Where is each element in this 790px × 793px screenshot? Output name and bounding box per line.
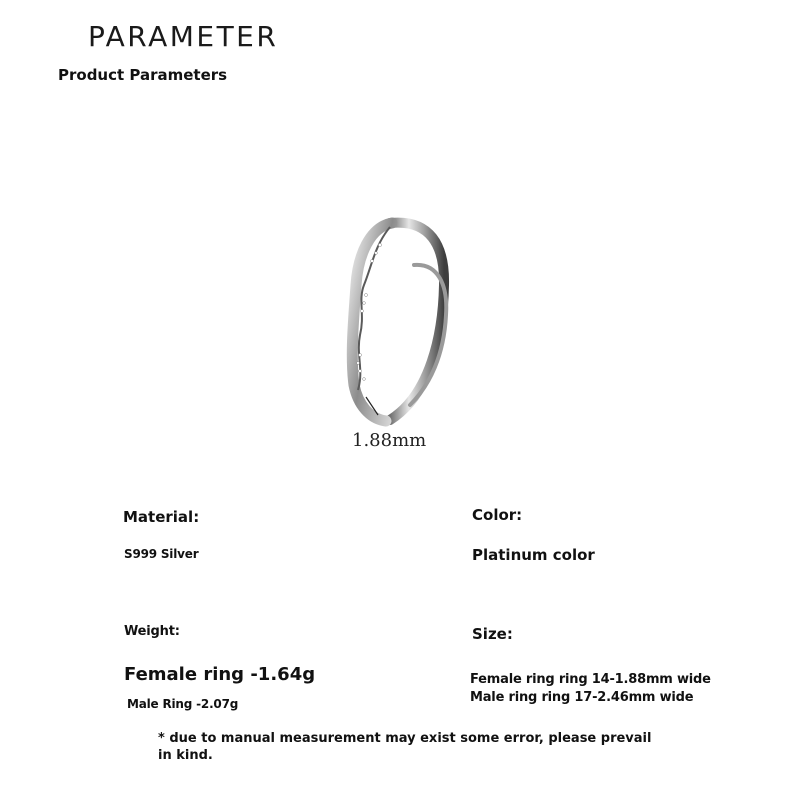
page-title: PARAMETER <box>88 20 279 53</box>
measurement-label: 1.88mm <box>352 430 427 451</box>
size-label: Size: <box>472 625 513 643</box>
ring-illustration <box>320 205 470 445</box>
color-value: Platinum color <box>472 546 595 564</box>
size-male: Male ring ring 17-2.46mm wide <box>470 690 694 705</box>
color-label: Color: <box>472 506 523 524</box>
page-subtitle: Product Parameters <box>58 66 228 84</box>
weight-label: Weight: <box>124 624 180 639</box>
weight-female: Female ring -1.64g <box>124 664 316 685</box>
ring-product-image <box>320 205 470 445</box>
size-female: Female ring ring 14-1.88mm wide <box>470 672 711 687</box>
material-label: Material: <box>123 508 200 526</box>
weight-male: Male Ring -2.07g <box>127 697 239 711</box>
footnote: * due to manual measurement may exist some error, please prevail in kind. <box>158 731 652 763</box>
material-value: S999 Silver <box>124 547 199 561</box>
